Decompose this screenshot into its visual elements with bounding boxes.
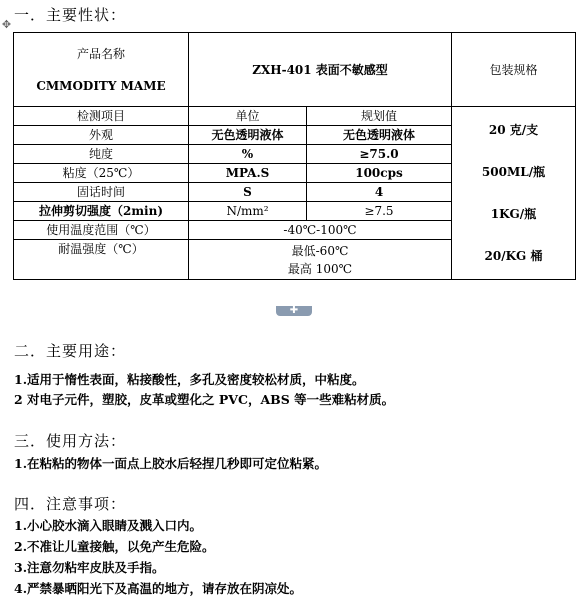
uses-line: 2 对电子元件，塑胶，皮革或塑化之 PVC，ABS 等一些难粘材质。 [14,392,395,407]
packaging-item: 20/KG 桶 [484,248,543,263]
product-name-cell [14,33,189,107]
method-line: 1.在粘粘的物体一面点上胶水后轻捏几秒即可定位粘紧。 [14,456,328,471]
row-item: 粘度（25℃） [14,164,189,183]
row-spec: 100cps [307,164,452,183]
heat-min: 最低-60℃ [291,243,349,258]
section-title-uses: 二．主要用途： [14,342,127,360]
move-icon[interactable]: ✥ [1,18,12,31]
notes-line: 2.不准让儿童接触，以免产生危险。 [14,539,215,554]
product-value-cell: ZXH-401 表面不敏感型 [189,33,452,107]
notes-line: 4.严禁暴晒阳光下及高温的地方，请存放在阴凉处。 [14,581,303,596]
packaging-item: 1KG/瓶 [490,206,537,221]
plus-icon[interactable]: ✚ [276,306,312,316]
row-spec: ≥75.0 [307,145,452,164]
section-title-method: 三．使用方法： [14,432,127,450]
section-title-notes: 四．注意事项： [14,495,127,513]
heat-value-cell [189,240,452,280]
col-header-item: 检测项目 [14,107,189,126]
row-unit: % [189,145,307,164]
row-unit: N/mm² [189,202,307,221]
heat-max: 最高 100℃ [287,261,353,276]
notes-line: 1.小心胶水滴入眼睛及溅入口内。 [14,518,203,533]
row-item: 纯度 [14,145,189,164]
row-unit: MPA.S [189,164,307,183]
packaging-item: 20 克/支 [488,122,539,137]
section-title-properties: 一．主要性状： [14,6,127,24]
spec-table [13,32,576,280]
row-spec: 4 [307,183,452,202]
row-item: 拉伸剪切强度（2min) [14,202,189,221]
uses-line: 1.适用于惰性表面，粘接酸性，多孔及密度较松材质，中粘度。 [14,372,365,387]
product-name-label: 产品名称 [76,46,125,61]
row-item: 固话时间 [14,183,189,202]
temp-range-value: -40℃-100℃ [189,221,452,240]
commodity-name-label: CMMODITY MAME [36,78,166,93]
notes-line: 3.注意勿粘牢皮肤及手指。 [14,560,165,575]
temp-range-label: 使用温度范围（℃） [14,221,189,240]
heat-label: 耐温强度（℃） [14,240,189,280]
packaging-item: 500ML/瓶 [481,164,546,179]
row-unit: 无色透明液体 [189,126,307,145]
packaging-header: 包装规格 [452,33,576,107]
row-spec: 无色透明液体 [307,126,452,145]
col-header-unit: 单位 [189,107,307,126]
row-item: 外观 [14,126,189,145]
col-header-spec: 规划值 [307,107,452,126]
packaging-cell [452,107,576,280]
row-spec: ≥7.5 [307,202,452,221]
row-unit: S [189,183,307,202]
